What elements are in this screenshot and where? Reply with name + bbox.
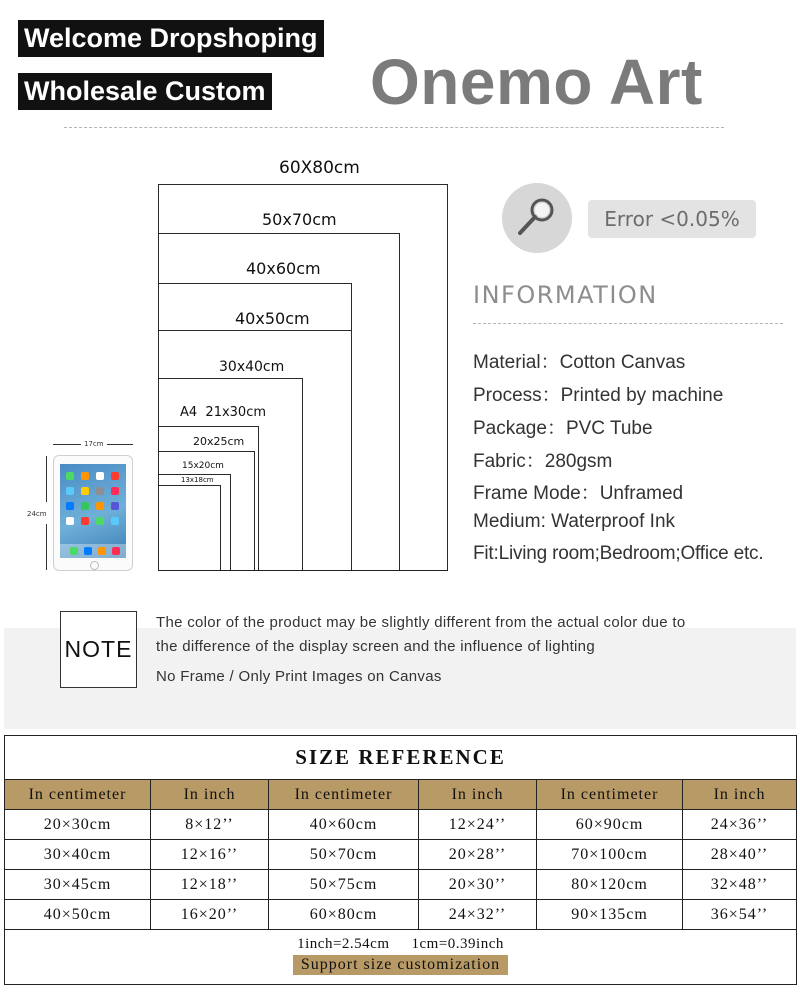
app-icon (70, 547, 78, 555)
info-medium: Medium: Waterproof Ink (473, 511, 676, 532)
size-label: 60X80cm (279, 158, 360, 178)
table-header: In centimeter (537, 780, 683, 810)
table-row (5, 870, 797, 900)
banner-wholesale: Wholesale Custom (18, 73, 272, 110)
size-reference-table (4, 735, 797, 985)
table-cell: 8×12’’ (151, 810, 269, 840)
app-icon (81, 472, 89, 480)
info-fit: Fit:Living room;Bedroom;Office etc. (473, 543, 764, 564)
table-header: In inch (683, 780, 797, 810)
size-label: 15x20cm (182, 461, 224, 471)
table-header: In centimeter (5, 780, 151, 810)
tablet-height-line-bottom (46, 524, 47, 570)
tablet-home-button (90, 561, 99, 570)
customization-badge: Support size customization (293, 955, 508, 975)
table-cell: 12×24’’ (419, 810, 537, 840)
magnifier-icon (502, 183, 572, 253)
table-cell: 20×30’’ (419, 870, 537, 900)
size-label: 20x25cm (193, 435, 245, 448)
error-badge: Error <0.05% (588, 200, 756, 238)
tablet-width-line-left (53, 444, 81, 445)
app-icon (81, 487, 89, 495)
size-label: A4 21x30cm (180, 405, 267, 420)
note-line-1: The color of the product may be slightly different from the actual color due to (156, 614, 686, 631)
tablet-width-label: 17cm (84, 440, 104, 448)
info-material: Material：Cotton Canvas (473, 352, 686, 373)
info-process: Process：Printed by machine (473, 385, 724, 406)
table-cell: 24×36’’ (683, 810, 797, 840)
table-cell: 60×80cm (269, 900, 419, 930)
table-cell: 24×32’’ (419, 900, 537, 930)
tablet-width-line-right (107, 444, 133, 445)
app-icon (111, 502, 119, 510)
conversion-inch: 1inch=2.54cm (297, 936, 390, 952)
table-title: SIZE REFERENCE (5, 736, 797, 780)
table-cell: 40×50cm (5, 900, 151, 930)
info-package: Package：PVC Tube (473, 418, 653, 439)
size-label: 50x70cm (262, 210, 337, 229)
tablet-screen (60, 464, 126, 558)
diagram-baseline (158, 570, 448, 571)
app-icon (84, 547, 92, 555)
table-cell: 60×90cm (537, 810, 683, 840)
header-divider (64, 127, 724, 128)
table-cell: 80×120cm (537, 870, 683, 900)
app-icon (111, 487, 119, 495)
information-title: INFORMATION (473, 281, 658, 309)
table-cell: 16×20’’ (151, 900, 269, 930)
app-icon (66, 472, 74, 480)
table-cell: 50×70cm (269, 840, 419, 870)
table-cell: 32×48’’ (683, 870, 797, 900)
tablet-height-line-top (46, 456, 47, 502)
information-divider (473, 323, 783, 324)
table-cell: 12×18’’ (151, 870, 269, 900)
app-icon (66, 502, 74, 510)
app-icon (66, 517, 74, 525)
note-line-2: the difference of the display screen and the influence of lighting (156, 638, 595, 655)
size-label: 30x40cm (219, 359, 285, 375)
magnifier-svg (502, 183, 572, 253)
banner-welcome: Welcome Dropshoping (18, 20, 324, 57)
table-cell: 40×60cm (269, 810, 419, 840)
table-cell: 70×100cm (537, 840, 683, 870)
table-cell: 20×30cm (5, 810, 151, 840)
tablet-height-label: 24cm (27, 510, 47, 518)
info-frame-mode: Frame Mode：Unframed (473, 483, 684, 504)
table-cell: 50×75cm (269, 870, 419, 900)
app-icon (111, 472, 119, 480)
table-row (5, 810, 797, 840)
table-header: In inch (151, 780, 269, 810)
table-row (5, 840, 797, 870)
app-icon (96, 502, 104, 510)
app-icon (81, 502, 89, 510)
table-header: In centimeter (269, 780, 419, 810)
table-cell: 28×40’’ (683, 840, 797, 870)
frame-13x18 (158, 485, 221, 571)
table-cell: 20×28’’ (419, 840, 537, 870)
conversion-line (5, 936, 796, 953)
table-cell: 30×40cm (5, 840, 151, 870)
size-label: 40x60cm (246, 259, 321, 278)
note-label: NOTE (60, 611, 137, 688)
note-line-3: No Frame / Only Print Images on Canvas (156, 668, 442, 685)
brand-title: Onemo Art (370, 46, 703, 118)
app-icon (96, 487, 104, 495)
info-fabric: Fabric：280gsm (473, 451, 613, 472)
table-footer (5, 930, 797, 985)
table-cell: 30×45cm (5, 870, 151, 900)
app-icon (81, 517, 89, 525)
table-header: In inch (419, 780, 537, 810)
size-label: 40x50cm (235, 309, 310, 328)
app-icon (112, 547, 120, 555)
app-icon (111, 517, 119, 525)
tablet-icon (53, 455, 133, 571)
app-icon (66, 487, 74, 495)
table-cell: 12×16’’ (151, 840, 269, 870)
app-icon (96, 517, 104, 525)
table-cell: 36×54’’ (683, 900, 797, 930)
table-row (5, 900, 797, 930)
app-icon (98, 547, 106, 555)
table-cell: 90×135cm (537, 900, 683, 930)
app-icon (96, 472, 104, 480)
size-label: 13x18cm (181, 476, 214, 484)
conversion-cm: 1cm=0.39inch (411, 936, 504, 952)
